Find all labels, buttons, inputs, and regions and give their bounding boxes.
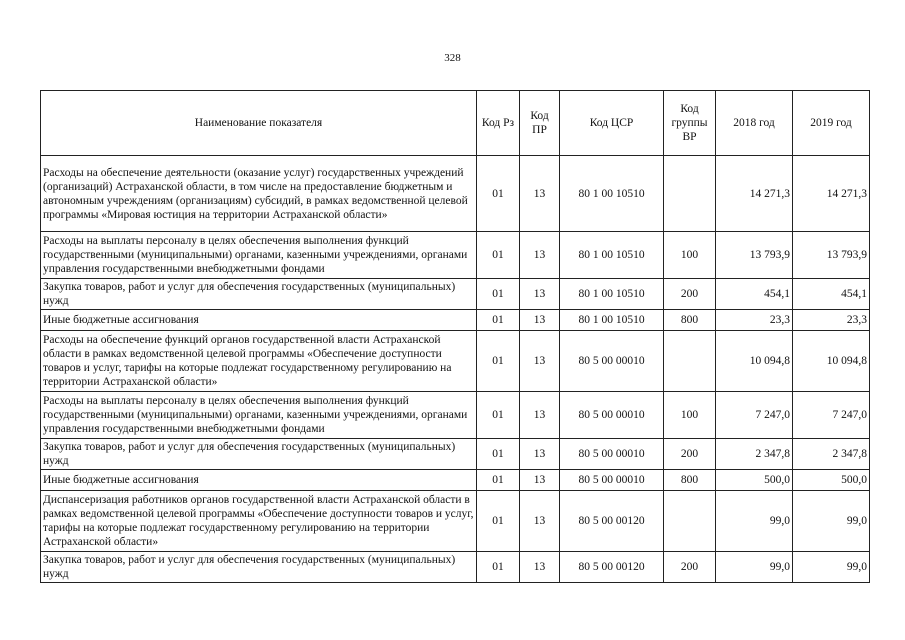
row-name: Расходы на обеспечение деятельности (оказание услуг) государственных учреждений (организаций) Астраханской области, в том числе на предоставление бюджетным и автономным учреждениям (организациям) субсидий, в рамках ведомственной целевой программы «Мировая юстиция на территории Астраханской области» xyxy=(41,156,477,232)
row-rz: 01 xyxy=(477,470,520,491)
row-csr: 80 1 00 10510 xyxy=(560,279,664,310)
row-vr: 800 xyxy=(664,470,716,491)
row-2019: 23,3 xyxy=(793,310,870,331)
row-name: Закупка товаров, работ и услуг для обеспечения государственных (муниципальных) нужд xyxy=(41,279,477,310)
row-pr: 13 xyxy=(520,232,560,279)
row-2018: 500,0 xyxy=(716,470,793,491)
row-2019: 99,0 xyxy=(793,552,870,583)
page-number: 328 xyxy=(444,52,461,64)
row-2018: 10 094,8 xyxy=(716,331,793,392)
row-pr: 13 xyxy=(520,392,560,439)
row-2018: 23,3 xyxy=(716,310,793,331)
row-vr xyxy=(664,491,716,552)
row-rz: 01 xyxy=(477,439,520,470)
row-vr: 800 xyxy=(664,310,716,331)
row-rz: 01 xyxy=(477,491,520,552)
row-pr: 13 xyxy=(520,331,560,392)
row-vr: 200 xyxy=(664,439,716,470)
header-2018: 2018 год xyxy=(716,91,793,156)
header-pr: Код ПР xyxy=(520,91,560,156)
table-row xyxy=(41,156,870,232)
row-name: Закупка товаров, работ и услуг для обеспечения государственных (муниципальных) нужд xyxy=(41,552,477,583)
row-csr: 80 5 00 00010 xyxy=(560,331,664,392)
row-name: Расходы на выплаты персоналу в целях обеспечения выполнения функций государственными (муниципальными) органами, казенными учреждениями, органами управления государственными внебюджетными фондами xyxy=(41,392,477,439)
row-name: Иные бюджетные ассигнования xyxy=(41,310,477,331)
row-2019: 454,1 xyxy=(793,279,870,310)
row-pr: 13 xyxy=(520,310,560,331)
row-2019: 13 793,9 xyxy=(793,232,870,279)
row-vr: 200 xyxy=(664,279,716,310)
row-pr: 13 xyxy=(520,552,560,583)
table-row xyxy=(41,439,870,470)
row-rz: 01 xyxy=(477,156,520,232)
table-row xyxy=(41,232,870,279)
row-vr xyxy=(664,331,716,392)
row-2019: 7 247,0 xyxy=(793,392,870,439)
table-row xyxy=(41,331,870,392)
row-2019: 99,0 xyxy=(793,491,870,552)
table-row xyxy=(41,470,870,491)
table-row xyxy=(41,310,870,331)
row-name: Диспансеризация работников органов государственной власти Астраханской области в рамках ведомственной целевой программы «Обеспечение доступности товаров и услуг, тарифы на которые подлежат государственному регулированию на территории Астраханской области» xyxy=(41,491,477,552)
row-csr: 80 1 00 10510 xyxy=(560,232,664,279)
row-name: Иные бюджетные ассигнования xyxy=(41,470,477,491)
budget-table xyxy=(40,90,870,583)
row-pr: 13 xyxy=(520,279,560,310)
row-2018: 7 247,0 xyxy=(716,392,793,439)
row-csr: 80 5 00 00010 xyxy=(560,470,664,491)
header-vr: Код группы ВР xyxy=(664,91,716,156)
row-pr: 13 xyxy=(520,470,560,491)
row-csr: 80 1 00 10510 xyxy=(560,156,664,232)
row-csr: 80 5 00 00120 xyxy=(560,552,664,583)
row-vr: 200 xyxy=(664,552,716,583)
row-rz: 01 xyxy=(477,310,520,331)
row-2018: 13 793,9 xyxy=(716,232,793,279)
row-pr: 13 xyxy=(520,439,560,470)
row-name: Расходы на выплаты персоналу в целях обеспечения выполнения функций государственными (муниципальными) органами, казенными учреждениями, органами управления государственными внебюджетными фондами xyxy=(41,232,477,279)
row-2018: 99,0 xyxy=(716,552,793,583)
row-name: Закупка товаров, работ и услуг для обеспечения государственных (муниципальных) нужд xyxy=(41,439,477,470)
row-csr: 80 5 00 00120 xyxy=(560,491,664,552)
row-pr: 13 xyxy=(520,491,560,552)
row-rz: 01 xyxy=(477,331,520,392)
table-row xyxy=(41,279,870,310)
row-2019: 500,0 xyxy=(793,470,870,491)
table-row xyxy=(41,491,870,552)
row-2018: 454,1 xyxy=(716,279,793,310)
table-header-row xyxy=(41,91,870,156)
table-row xyxy=(41,552,870,583)
row-vr: 100 xyxy=(664,392,716,439)
row-csr: 80 5 00 00010 xyxy=(560,439,664,470)
row-rz: 01 xyxy=(477,232,520,279)
row-2018: 99,0 xyxy=(716,491,793,552)
row-2019: 2 347,8 xyxy=(793,439,870,470)
row-csr: 80 5 00 00010 xyxy=(560,392,664,439)
row-rz: 01 xyxy=(477,392,520,439)
row-vr: 100 xyxy=(664,232,716,279)
row-pr: 13 xyxy=(520,156,560,232)
row-csr: 80 1 00 10510 xyxy=(560,310,664,331)
table-row xyxy=(41,392,870,439)
header-2019: 2019 год xyxy=(793,91,870,156)
row-name: Расходы на обеспечение функций органов государственной власти Астраханской области в рамках ведомственной целевой программы «Обеспечение доступности товаров и услуг, тарифы на которые подлежат государственному регулированию на территории Астраханской области» xyxy=(41,331,477,392)
header-csr: Код ЦСР xyxy=(560,91,664,156)
header-rz: Код Рз xyxy=(477,91,520,156)
row-2019: 10 094,8 xyxy=(793,331,870,392)
header-name: Наименование показателя xyxy=(41,91,477,156)
row-rz: 01 xyxy=(477,552,520,583)
row-2018: 14 271,3 xyxy=(716,156,793,232)
row-2018: 2 347,8 xyxy=(716,439,793,470)
row-2019: 14 271,3 xyxy=(793,156,870,232)
row-rz: 01 xyxy=(477,279,520,310)
row-vr xyxy=(664,156,716,232)
